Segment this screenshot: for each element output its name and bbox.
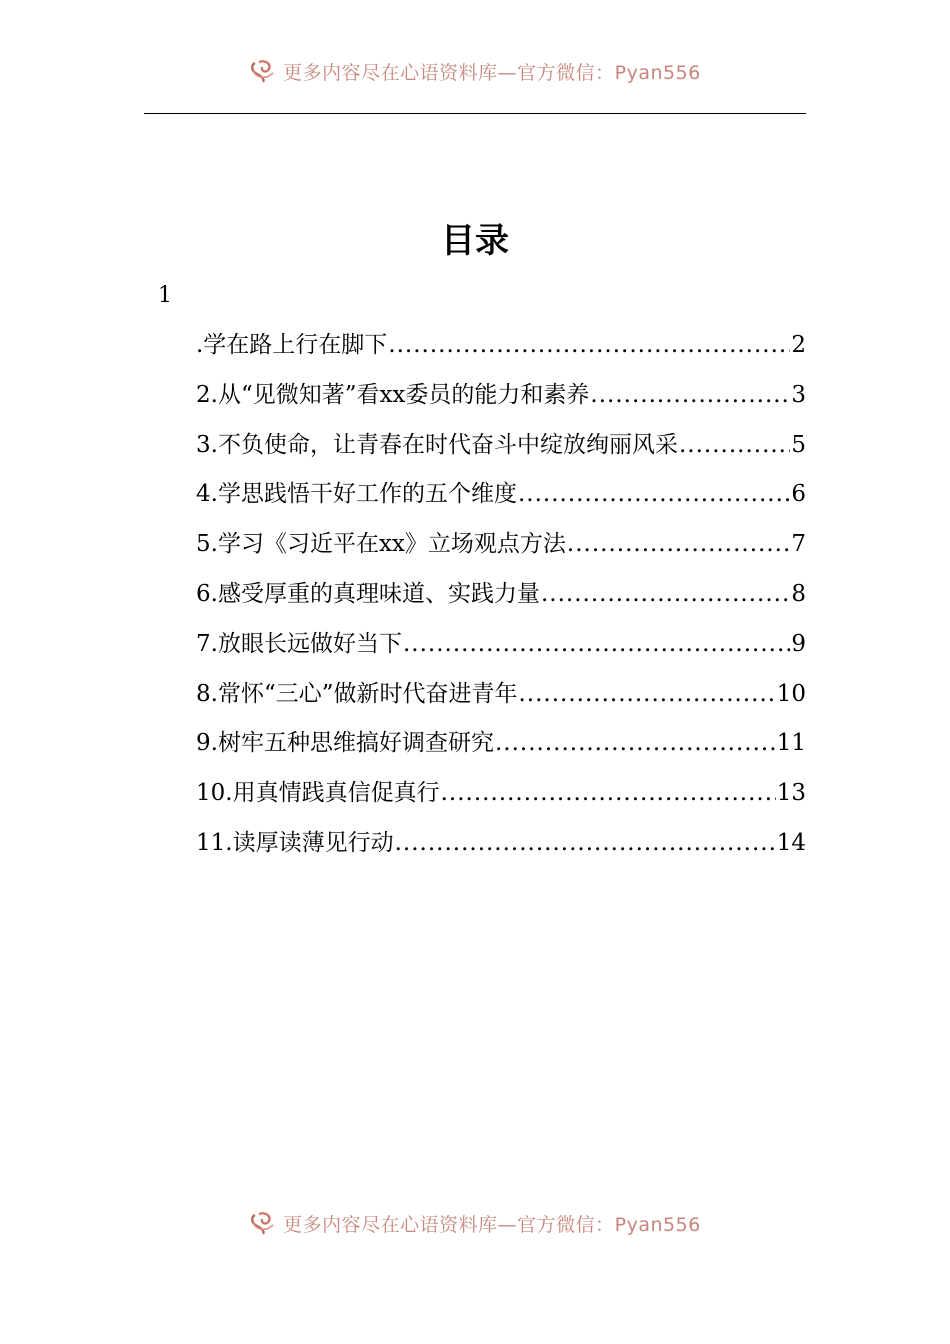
toc-entry-text: 8.常怀“三心”做新时代奋进青年 — [196, 680, 518, 707]
toc-dot-leader — [541, 579, 790, 609]
heart-swirl-logo-icon — [249, 1211, 277, 1235]
toc-page-number: 7 — [791, 531, 806, 558]
toc-entry-5[interactable] — [196, 529, 806, 579]
toc-entry-text: 6.感受厚重的真理味道、实践力量 — [196, 580, 540, 607]
toc-entry-9[interactable] — [196, 728, 806, 778]
toc-dot-leader — [441, 778, 776, 808]
toc-title: 目录 — [441, 221, 509, 261]
toc-dot-leader — [403, 629, 790, 659]
toc-entry-3[interactable] — [196, 430, 806, 480]
toc-dot-leader — [518, 479, 790, 509]
toc-dot-leader — [567, 529, 790, 559]
toc-entry-1[interactable] — [196, 330, 806, 380]
heart-swirl-logo-icon — [249, 59, 277, 83]
toc-dot-leader — [590, 380, 790, 410]
toc-page-number: 13 — [776, 780, 806, 807]
toc-dot-leader — [395, 828, 776, 858]
toc-entry-text: 10.用真情践真信促真行 — [196, 780, 440, 807]
toc-entry-text: 3.不负使命，让青春在时代奋斗中绽放绚丽风采 — [196, 431, 678, 458]
toc-dot-leader — [679, 430, 790, 460]
toc-entry-text: 2.从“见微知著”看xx委员的能力和素养 — [196, 381, 590, 408]
toc-page-number: 14 — [776, 829, 806, 856]
toc-dot-leader — [518, 679, 775, 709]
toc-page-number: 3 — [791, 381, 806, 408]
toc-page-number: 8 — [791, 580, 806, 607]
toc-page-number: 6 — [791, 481, 806, 508]
toc-page-number: 10 — [776, 680, 806, 707]
header-watermark — [0, 56, 950, 86]
header-rule — [144, 113, 806, 114]
toc-entry-6[interactable] — [196, 579, 806, 629]
toc-entry-2[interactable] — [196, 380, 806, 430]
toc-entry-text: .学在路上行在脚下 — [196, 332, 388, 358]
toc-entry-text: 11.读厚读薄见行动 — [196, 829, 394, 856]
toc-page-number: 9 — [791, 630, 806, 657]
footer-watermark — [0, 1208, 950, 1238]
header-watermark-text: 更多内容尽在心语资料库—官方微信：Pyan556 — [283, 61, 701, 84]
toc-entry-text: 4.学思践悟干好工作的五个维度 — [196, 481, 517, 508]
toc-entry-text: 5.学习《习近平在xx》立场观点方法 — [196, 531, 566, 558]
toc-dot-leader — [388, 330, 790, 360]
toc-page-number: 5 — [791, 431, 806, 458]
toc-page-number: 2 — [791, 332, 806, 358]
toc-dot-leader — [495, 728, 776, 758]
toc-entry-10[interactable] — [196, 778, 806, 828]
toc-entry-7[interactable] — [196, 629, 806, 679]
footer-watermark-text: 更多内容尽在心语资料库—官方微信：Pyan556 — [283, 1213, 701, 1236]
toc-entry-text: 7.放眼长远做好当下 — [196, 630, 402, 657]
toc-page-number: 11 — [776, 730, 806, 757]
toc-entry-text: 9.树牢五种思维搞好调查研究 — [196, 730, 494, 757]
toc-list — [196, 330, 806, 878]
toc-entry-11[interactable] — [196, 828, 806, 878]
toc-pre-number: 1 — [158, 283, 172, 308]
toc-entry-4[interactable] — [196, 479, 806, 529]
toc-entry-8[interactable] — [196, 679, 806, 729]
